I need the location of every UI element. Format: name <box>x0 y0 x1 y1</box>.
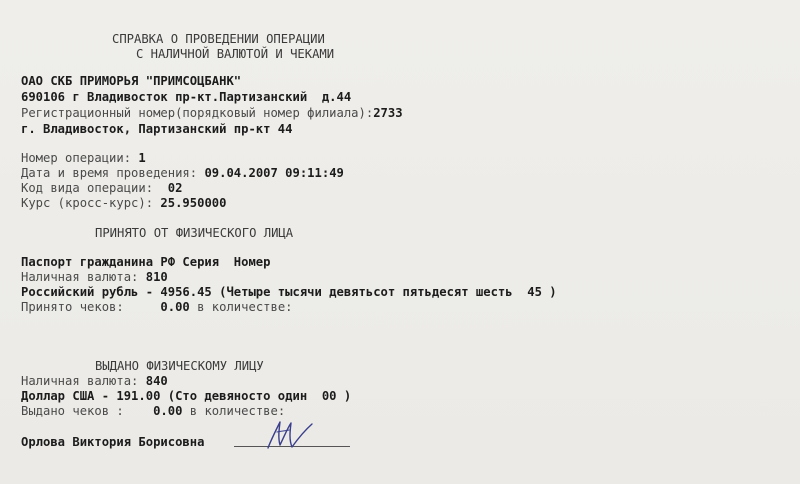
issued-currency-label: Наличная валюта: <box>21 374 139 388</box>
received-checks-value: 0.00 <box>160 300 190 314</box>
received-checks <box>21 300 293 315</box>
exchange-rate-value: 25.950000 <box>160 196 227 210</box>
issued-checks-suffix: в количестве: <box>189 404 286 418</box>
operation-datetime <box>21 166 344 181</box>
operation-number-label: Номер операции: <box>21 151 132 165</box>
received-currency <box>21 270 168 285</box>
operation-type-value: 02 <box>167 181 183 195</box>
registration-number <box>21 106 403 121</box>
received-checks-label: Принято чеков: <box>21 300 124 314</box>
issued-checks-label: Выдано чеков : <box>21 404 124 418</box>
operation-type-label: Код вида операции: <box>21 181 154 195</box>
signatory-name: Орлова Виктория Борисовна <box>21 435 205 449</box>
received-currency-label: Наличная валюта: <box>21 270 139 284</box>
operation-number <box>21 151 146 166</box>
issued-currency-code: 840 <box>145 374 168 388</box>
branch-address: г. Владивосток, Партизанский пр-кт 44 <box>21 122 293 136</box>
issued-checks-value: 0.00 <box>153 404 183 418</box>
operation-number-value: 1 <box>138 151 146 165</box>
bank-name: ОАО СКБ ПРИМОРЬЯ "ПРИМСОЦБАНК" <box>21 74 242 88</box>
registration-value: 2733 <box>373 106 403 120</box>
operation-datetime-label: Дата и время проведения: <box>21 166 198 180</box>
issued-amount: Доллар США - 191.00 (Сто девяносто один 00 ) <box>21 389 352 403</box>
exchange-rate-label: Курс (кросс-курс): <box>21 196 154 210</box>
bank-address: 690106 г Владивосток пр-кт.Партизанский д.44 <box>21 90 352 104</box>
passport-line: Паспорт гражданина РФ Серия Номер <box>21 255 271 269</box>
operation-datetime-value: 09.04.2007 09:11:49 <box>204 166 344 180</box>
issued-checks <box>21 404 285 419</box>
received-heading: ПРИНЯТО ОТ ФИЗИЧЕСКОГО ЛИЦА <box>95 226 294 240</box>
received-currency-code: 810 <box>145 270 168 284</box>
received-checks-suffix: в количестве: <box>197 300 293 314</box>
issued-heading: ВЫДАНО ФИЗИЧЕСКОМУ ЛИЦУ <box>95 359 264 373</box>
operation-type <box>21 181 182 196</box>
registration-label: Регистрационный номер(порядковый номер филиала): <box>21 106 374 120</box>
title-line-1: СПРАВКА О ПРОВЕДЕНИИ ОПЕРАЦИИ <box>112 32 325 46</box>
title-line-2: С НАЛИЧНОЙ ВАЛЮТОЙ И ЧЕКАМИ <box>136 47 335 61</box>
handwritten-signature <box>262 418 318 452</box>
exchange-rate <box>21 196 226 211</box>
issued-currency <box>21 374 168 389</box>
received-amount: Российский рубль - 4956.45 (Четыре тысячи девятьсот пятьдесят шесть 45 ) <box>21 285 557 299</box>
